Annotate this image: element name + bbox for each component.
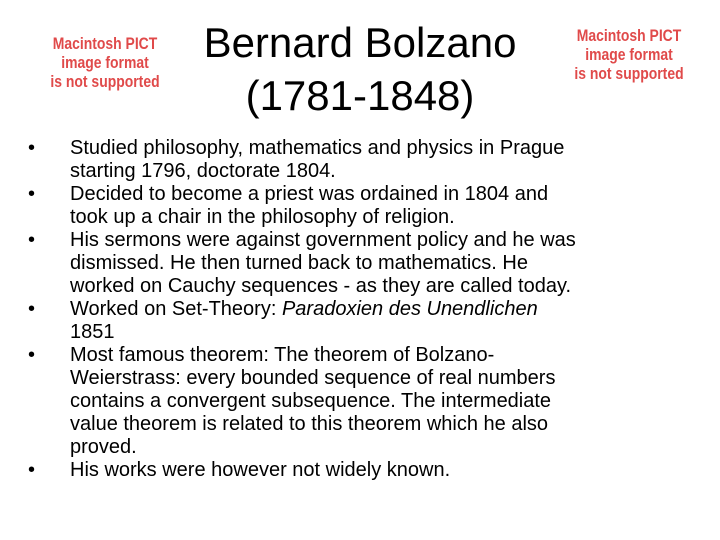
bullet-marker: •: [28, 298, 36, 320]
bullet-marker: •: [28, 183, 36, 205]
bullet-marker: •: [28, 229, 36, 251]
bullet-item: [28, 229, 708, 298]
placeholder-text-line: image format: [61, 53, 149, 72]
bullet-line: value theorem is related to this theorem which he also: [70, 413, 549, 435]
placeholder-text-line: Macintosh PICT: [576, 26, 682, 45]
slide-title: [180, 16, 540, 122]
bullet-marker: •: [28, 459, 36, 481]
bullet-marker: •: [28, 137, 36, 159]
placeholder-text-line: image format: [585, 45, 673, 64]
bullet-line: proved.: [70, 436, 137, 458]
bullet-line: His sermons were against government policy and he was: [70, 229, 576, 251]
placeholder-text-line: is not supported: [50, 72, 160, 91]
bullet-line: 1851: [70, 321, 115, 343]
bullet-line: Decided to become a priest was ordained in 1804 and: [70, 183, 549, 205]
bullet-line: Studied philosophy, mathematics and physics in Prague: [70, 137, 565, 159]
bullet-line: dismissed. He then turned back to mathematics. He: [70, 252, 528, 274]
bullet-list: [28, 137, 708, 482]
bullet-line: took up a chair in the philosophy of religion.: [70, 206, 455, 228]
bullet-marker: •: [28, 344, 36, 366]
bullet-line: worked on Cauchy sequences - as they are called today.: [70, 275, 572, 297]
title-line-years: (1781-1848): [245, 72, 475, 119]
bullet-item: [28, 137, 708, 183]
bullet-text: Worked on Set-Theory:: [70, 298, 282, 320]
bullet-item: [28, 344, 708, 459]
missing-image-placeholder-right: [568, 26, 691, 83]
bullet-line: contains a convergent subsequence. The intermediate: [70, 390, 552, 412]
missing-image-placeholder-left: [44, 34, 167, 91]
placeholder-text-line: is not supported: [574, 64, 684, 83]
placeholder-text-line: Macintosh PICT: [52, 34, 158, 53]
bullet-item: [28, 459, 708, 482]
bullet-item: [28, 183, 708, 229]
book-title: Paradoxien des Unendlichen: [281, 298, 538, 320]
bullet-line: His works were however not widely known.: [70, 459, 451, 481]
title-line-name: Bernard Bolzano: [203, 19, 517, 66]
bullet-line: [70, 298, 708, 321]
bullet-line: Weierstrass: every bounded sequence of real numbers: [70, 367, 556, 389]
bullet-line: Most famous theorem: The theorem of Bolzano-: [70, 344, 495, 366]
bullet-line: starting 1796, doctorate 1804.: [70, 160, 336, 182]
bullet-item: [28, 298, 708, 344]
